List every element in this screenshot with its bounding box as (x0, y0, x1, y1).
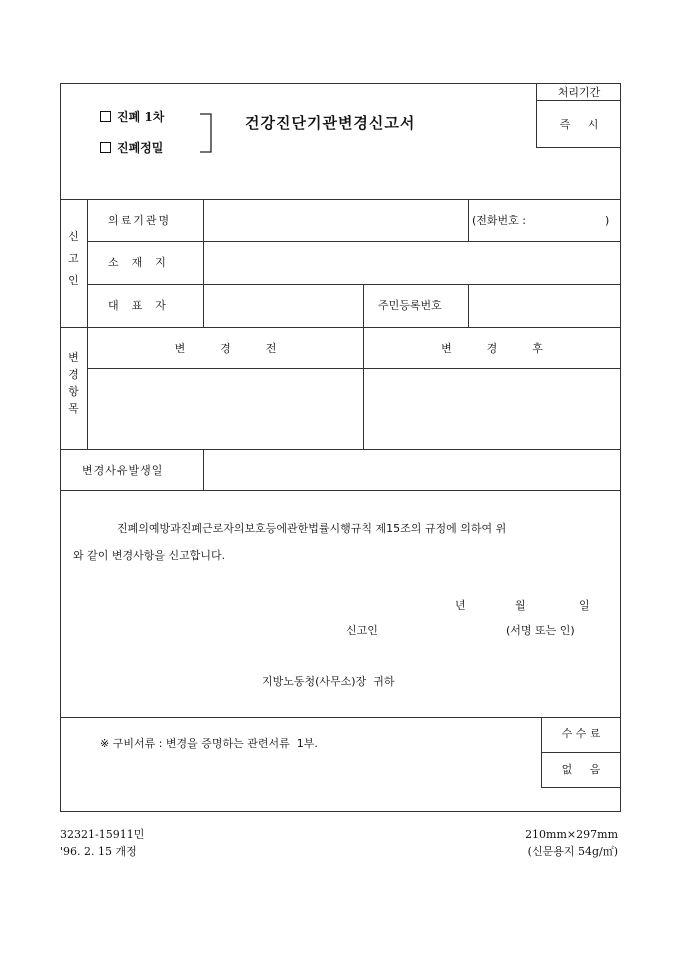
reporter-side-label: 신 고 인 (68, 230, 79, 287)
location-field[interactable] (205, 243, 619, 283)
reason-date-label: 변경사유발생일 (82, 464, 164, 477)
before-change-header: 변 경 전 (174, 342, 277, 355)
required-documents-note: ※ 구비서류 : 변경을 증명하는 관련서류 1부. (100, 737, 318, 750)
revision-date: '96. 2. 15 개정 (60, 845, 137, 858)
month-label: 월 (515, 599, 526, 612)
statement-line-2: 와 같이 변경사항을 신고합니다. (73, 549, 226, 562)
checkbox-first-examination[interactable]: 진폐 1차 (100, 111, 164, 123)
paper-type: (신문용지 54g/㎡) (527, 845, 618, 858)
after-change-header: 변 경 후 (441, 342, 543, 355)
fee-value: 없 음 (561, 763, 601, 776)
signature-or-seal-label: (서명 또는 인) (506, 624, 575, 637)
representative-field[interactable] (205, 286, 362, 326)
checkbox-square-icon (100, 111, 111, 122)
form-title: 건강진단기관변경신고서 (245, 114, 416, 132)
statement-line-1: 진폐의예방과진폐근로자의보호등에관한법률시행규칙 제15조의 규정에 의하여 위 (117, 522, 507, 535)
checkbox-square-icon (100, 142, 111, 153)
year-label: 년 (455, 599, 466, 612)
processing-period-label: 처리기간 (557, 86, 601, 99)
location-label: 소 재 지 (108, 256, 168, 269)
before-change-field[interactable] (89, 370, 362, 448)
reason-date-field[interactable] (205, 451, 619, 489)
phone-number-label: (전화번호 : (472, 214, 526, 227)
representative-label: 대 표 자 (108, 299, 168, 312)
bracket-icon (198, 112, 214, 154)
phone-number-close: ) (605, 214, 610, 227)
addressee: 지방노동청(사무소)장 귀하 (262, 675, 395, 688)
paper-size: 210mm×297mm (525, 828, 618, 841)
institution-name-field[interactable] (205, 201, 467, 240)
after-change-field[interactable] (365, 370, 619, 448)
resident-number-field[interactable] (470, 286, 619, 326)
form-number: 32321-15911민 (60, 828, 145, 841)
day-label: 일 (579, 599, 590, 612)
resident-number-label: 주민등록번호 (378, 299, 442, 312)
processing-period-value: 즉 시 (559, 118, 599, 131)
change-items-side-label: 변 경 항 목 (68, 351, 79, 415)
fee-label: 수 수 료 (561, 727, 601, 740)
institution-name-label: 의료기관명 (108, 214, 172, 227)
reporter-signature-label: 신고인 (346, 624, 378, 637)
checkbox-precision-examination[interactable]: 진폐정밀 (100, 142, 163, 154)
